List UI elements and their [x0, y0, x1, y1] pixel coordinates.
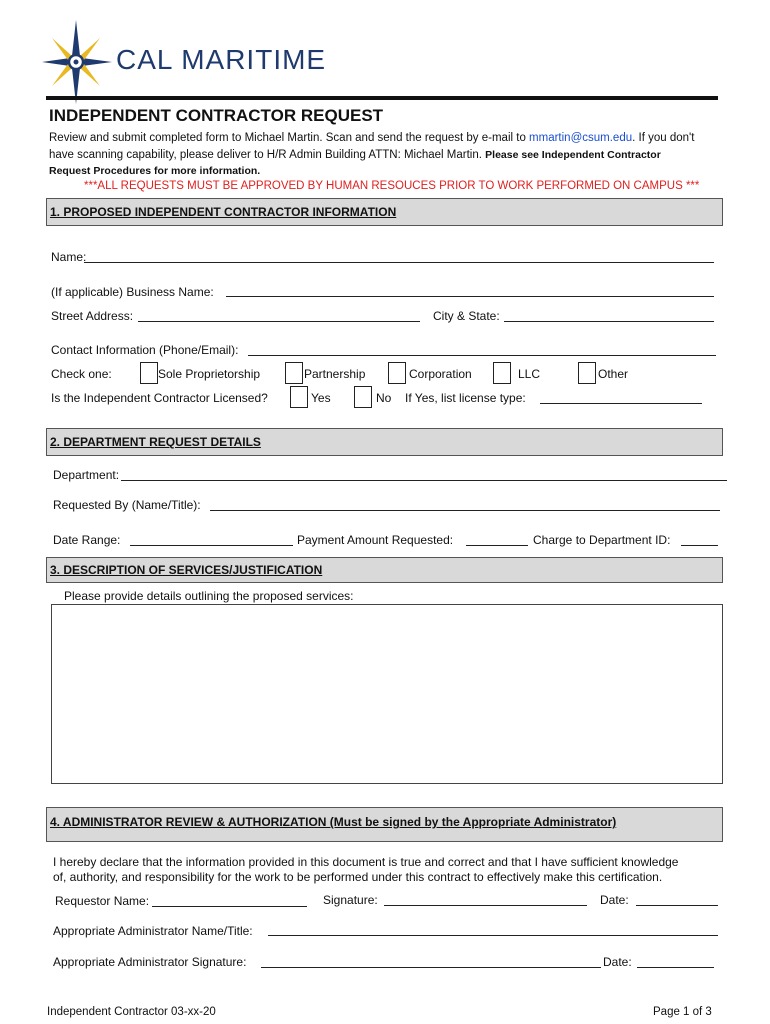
other-label: Other: [598, 367, 629, 381]
footer-left: Independent Contractor 03-xx-20: [47, 1006, 216, 1018]
intro-bold-2: Request Procedures for more information.: [49, 165, 261, 177]
admin-date-field[interactable]: [637, 967, 714, 968]
intro-bold-1: Please see Independent Contractor: [485, 149, 661, 161]
llc-label: LLC: [518, 367, 541, 381]
signature-label: Signature:: [323, 893, 378, 907]
name-field[interactable]: [84, 262, 714, 263]
corporation-checkbox[interactable]: [388, 362, 406, 384]
declaration-line-2: of, authority, and responsibility for the work to be performed under this contract to effectively make this certification.: [53, 870, 663, 884]
section-3-title: 3. DESCRIPTION OF SERVICES/JUSTIFICATION: [50, 563, 323, 577]
section-4-header: [46, 807, 723, 842]
requested-by-field[interactable]: [210, 510, 720, 511]
street-address-field[interactable]: [138, 321, 420, 322]
date-range-field[interactable]: [130, 545, 293, 546]
licensed-yes-label: Yes: [311, 391, 331, 405]
requestor-name-label: Requestor Name:: [55, 894, 150, 908]
date-range-label: Date Range:: [53, 533, 121, 547]
requested-by-label: Requested By (Name/Title):: [53, 498, 201, 512]
compass-star-icon: [38, 18, 118, 106]
warning-text: ***ALL REQUESTS MUST BE APPROVED BY HUMAN RESOUCES PRIOR TO WORK PERFORMED ON CAMPUS ***: [84, 180, 700, 192]
llc-checkbox[interactable]: [493, 362, 511, 384]
declaration-line-1: I hereby declare that the information provided in this document is true and correct and that I have sufficient knowledge: [53, 855, 679, 869]
partnership-label: Partnership: [304, 367, 366, 381]
section-1-title: 1. PROPOSED INDEPENDENT CONTRACTOR INFORMATION: [50, 205, 397, 219]
business-name-field[interactable]: [226, 296, 714, 297]
admin-name-label: Appropriate Administrator Name/Title:: [53, 924, 253, 938]
page-title: INDEPENDENT CONTRACTOR REQUEST: [49, 106, 384, 125]
license-type-label: If Yes, list license type:: [405, 391, 526, 405]
licensed-yes-checkbox[interactable]: [290, 386, 308, 408]
payment-amount-label: Payment Amount Requested:: [297, 533, 454, 547]
intro-text-2: . If you don't: [632, 132, 695, 144]
admin-name-field[interactable]: [268, 935, 718, 936]
section-1-header: [46, 198, 723, 226]
licensed-no-label: No: [376, 391, 392, 405]
signature-field[interactable]: [384, 905, 587, 906]
footer-page-number: Page 1 of 3: [653, 1006, 712, 1018]
city-state-field[interactable]: [504, 321, 714, 322]
logo-text: CAL MARITIME: [116, 44, 327, 75]
section-4-title: 4. ADMINISTRATOR REVIEW & AUTHORIZATION (Must be signed by the Appropriate Administrator): [50, 815, 617, 829]
email-link[interactable]: mmartin@csum.edu: [529, 132, 633, 144]
business-name-label: (If applicable) Business Name:: [51, 285, 214, 299]
intro-text-3: have scanning capability, please deliver to H/R Admin Building ATTN: Michael Martin.: [49, 149, 486, 161]
section-2-title: 2. DEPARTMENT REQUEST DETAILS: [50, 435, 261, 449]
date-field[interactable]: [636, 905, 718, 906]
corporation-label: Corporation: [409, 367, 472, 381]
license-type-field[interactable]: [540, 403, 702, 404]
intro-text-1: Review and submit completed form to Michael Martin. Scan and send the request by e-mail to: [49, 132, 530, 144]
payment-amount-field[interactable]: [466, 545, 528, 546]
section-2-header: [46, 428, 723, 456]
title-rule: [46, 96, 718, 100]
services-instructions: Please provide details outlining the proposed services:: [64, 589, 354, 603]
other-checkbox[interactable]: [578, 362, 596, 384]
admin-signature-field[interactable]: [261, 967, 601, 968]
contact-info-label: Contact Information (Phone/Email):: [51, 343, 239, 357]
contact-info-field[interactable]: [248, 355, 716, 356]
department-field[interactable]: [121, 480, 727, 481]
section-3-header: [46, 557, 723, 583]
sole-proprietorship-checkbox[interactable]: [140, 362, 158, 384]
admin-signature-label: Appropriate Administrator Signature:: [53, 955, 247, 969]
intro-line-2: [49, 149, 661, 161]
logo: [38, 18, 338, 108]
partnership-checkbox[interactable]: [285, 362, 303, 384]
intro-line-1: [49, 132, 694, 144]
admin-date-label: Date:: [603, 955, 632, 969]
city-state-label: City & State:: [433, 309, 500, 323]
department-label: Department:: [53, 468, 120, 482]
date-label: Date:: [600, 893, 629, 907]
name-label: Name:: [51, 250, 87, 264]
licensed-no-checkbox[interactable]: [354, 386, 372, 408]
licensed-label: Is the Independent Contractor Licensed?: [51, 391, 268, 405]
sole-proprietorship-label: Sole Proprietorship: [158, 367, 261, 381]
services-details-textarea[interactable]: [51, 604, 723, 784]
charge-department-field[interactable]: [681, 545, 718, 546]
check-one-label: Check one:: [51, 367, 112, 381]
charge-department-label: Charge to Department ID:: [533, 533, 671, 547]
street-address-label: Street Address:: [51, 309, 134, 323]
requestor-name-field[interactable]: [152, 906, 307, 907]
